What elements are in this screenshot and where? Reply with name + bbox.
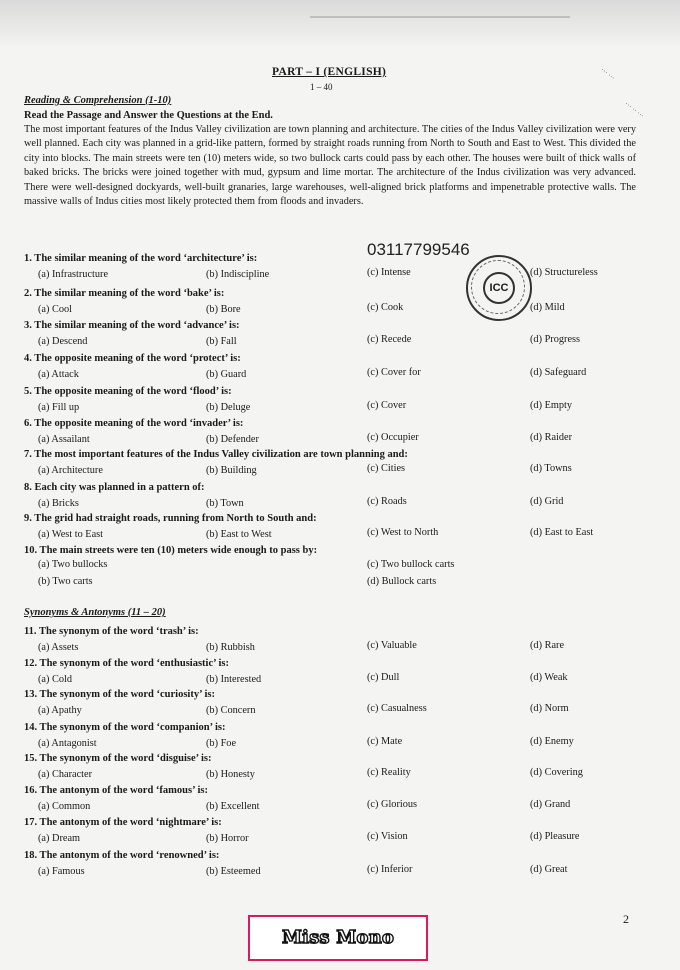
option-d: (d) Grid [530,496,564,507]
option-d: (d) Pleasure [530,831,580,842]
section-title-reading: Reading & Comprehension (1-10) [24,95,172,106]
option-a: (a) Antagonist [38,738,97,749]
option-a: (a) Two bullocks [38,559,108,570]
option-d: (d) Covering [530,767,583,778]
option-b: (b) Indiscipline [206,269,270,280]
part-title: PART – I (ENGLISH) [272,66,387,78]
option-a: (a) Attack [38,369,79,380]
option-c: (c) Casualness [367,703,427,714]
option-d: (d) Empty [530,400,573,411]
option-b: (b) Horror [206,833,249,844]
option-c: (c) Cook [367,302,404,313]
question-text: 7. The most important features of the Indus Valley civilization are town planning and: [24,449,408,460]
option-a: (a) Assailant [38,434,90,445]
option-b: (b) East to West [206,529,272,540]
option-a: (a) Famous [38,866,85,877]
option-d: (d) Enemy [530,736,574,747]
option-c: (c) Cities [367,463,406,474]
option-c: (c) Vision [367,831,408,842]
option-c: (c) Dull [367,672,400,683]
brand-watermark: Miss Mono [248,915,428,961]
option-a: (a) Fill up [38,402,80,413]
option-b: (b) Two carts [38,576,93,587]
question-text: 13. The synonym of the word ‘curiosity’ is: [24,689,215,700]
option-a: (a) Character [38,769,93,780]
option-a: (a) Apathy [38,705,82,716]
option-b: (b) Fall [206,336,237,347]
option-a: (a) Infrastructure [38,269,109,280]
option-b: (b) Town [206,498,244,509]
option-a: (a) West to East [38,529,104,540]
option-d: (d) East to East [530,527,594,538]
option-d: (d) Norm [530,703,569,714]
option-b: (b) Esteemed [206,866,261,877]
phone-number: 03117799546 [367,240,470,259]
option-a: (a) Assets [38,642,79,653]
page-number: 2 [623,912,629,926]
question-text: 15. The synonym of the word ‘disguise’ is: [24,753,212,764]
question-text: 6. The opposite meaning of the word ‘invader’ is: [24,418,244,429]
option-c: (c) Inferior [367,864,413,875]
option-c: (c) Reality [367,767,411,778]
option-c: (c) Intense [367,267,411,278]
option-b: (b) Foe [206,738,237,749]
option-d: (d) Structureless [530,267,598,278]
option-a: (a) Common [38,801,91,812]
section-title-synonyms: Synonyms & Antonyms (11 – 20) [24,607,166,618]
option-d: (d) Great [530,864,568,875]
option-c: (c) Recede [367,334,412,345]
option-c: (c) Roads [367,496,407,507]
question-text: 3. The similar meaning of the word ‘advance’ is: [24,320,240,331]
option-b: (b) Rubbish [206,642,255,653]
option-b: (b) Building [206,465,257,476]
question-text: 16. The antonym of the word ‘famous’ is: [24,785,208,796]
question-text: 4. The opposite meaning of the word ‘protect’ is: [24,353,241,364]
question-text: 18. The antonym of the word ‘renowned’ is: [24,850,220,861]
part-range: 1 – 40 [310,82,333,92]
instruction: Read the Passage and Answer the Questions at the End. [24,110,273,121]
stamp-text: ICC [483,272,515,304]
option-c: (c) Mate [367,736,403,747]
option-d: (d) Raider [530,432,573,443]
option-d: (d) Weak [530,672,568,683]
option-c: (c) West to North [367,527,439,538]
option-c: (c) Two bullock carts [367,559,455,570]
option-a: (a) Descend [38,336,88,347]
option-b: (b) Defender [206,434,259,445]
question-text: 11. The synonym of the word ‘trash’ is: [24,626,199,637]
option-c: (c) Valuable [367,640,417,651]
option-c: (c) Cover [367,400,407,411]
option-d: (d) Bullock carts [367,576,437,587]
icc-stamp [466,255,532,321]
option-a: (a) Cold [38,674,73,685]
option-d: (d) Rare [530,640,565,651]
margin-note: ··· ··· [599,66,617,83]
option-d: (d) Towns [530,463,572,474]
option-a: (a) Bricks [38,498,79,509]
question-text: 17. The antonym of the word ‘nightmare’ is: [24,817,222,828]
question-text: 8. Each city was planned in a pattern of: [24,482,205,493]
question-text: 12. The synonym of the word ‘enthusiastic’ is: [24,658,229,669]
option-d: (d) Safeguard [530,367,587,378]
margin-note: ··· ·· ··· [623,100,646,120]
question-text: 2. The similar meaning of the word ‘bake’ is: [24,288,225,299]
question-text: 9. The grid had straight roads, running from North to South and: [24,513,317,524]
option-d: (d) Mild [530,302,565,313]
passage: The most important features of the Indus Valley civilization are town planning and architecture. The cities of the Indus Valley civilization were very well planned. Each city was planned in a grid-like pattern, formed by straight roads running from North to South and East to West. This divided the city into blocks. The main streets were ten (10) meters wide, so two bullock carts could pass by each other. The houses were built of thick walls of baked bricks. The bricks were joined together with mud, gypsum and lime mortar. The architecture of the Indus civilization was very advanced. There were well-designed dockyards, well-built granaries, large warehouses, well-aligned brick platforms and impenetrable protective walls. The massive walls of Indus cities most likely protected them from floods and invaders. [24,124,636,208]
option-d: (d) Progress [530,334,581,345]
option-b: (b) Bore [206,304,241,315]
question-text: 14. The synonym of the word ‘companion’ is: [24,722,226,733]
option-c: (c) Occupier [367,432,419,443]
option-b: (b) Excellent [206,801,260,812]
option-a: (a) Cool [38,304,73,315]
option-b: (b) Concern [206,705,256,716]
option-b: (b) Honesty [206,769,255,780]
scan-shadow [0,0,680,48]
option-a: (a) Dream [38,833,81,844]
option-a: (a) Architecture [38,465,103,476]
scan-artifact [310,16,570,18]
question-text: 1. The similar meaning of the word ‘architecture’ is: [24,253,258,264]
option-d: (d) Grand [530,799,571,810]
option-c: (c) Glorious [367,799,418,810]
option-c: (c) Cover for [367,367,421,378]
question-text: 10. The main streets were ten (10) meters wide enough to pass by: [24,545,318,556]
option-b: (b) Interested [206,674,262,685]
option-b: (b) Deluge [206,402,251,413]
question-text: 5. The opposite meaning of the word ‘flood’ is: [24,386,232,397]
option-b: (b) Guard [206,369,247,380]
